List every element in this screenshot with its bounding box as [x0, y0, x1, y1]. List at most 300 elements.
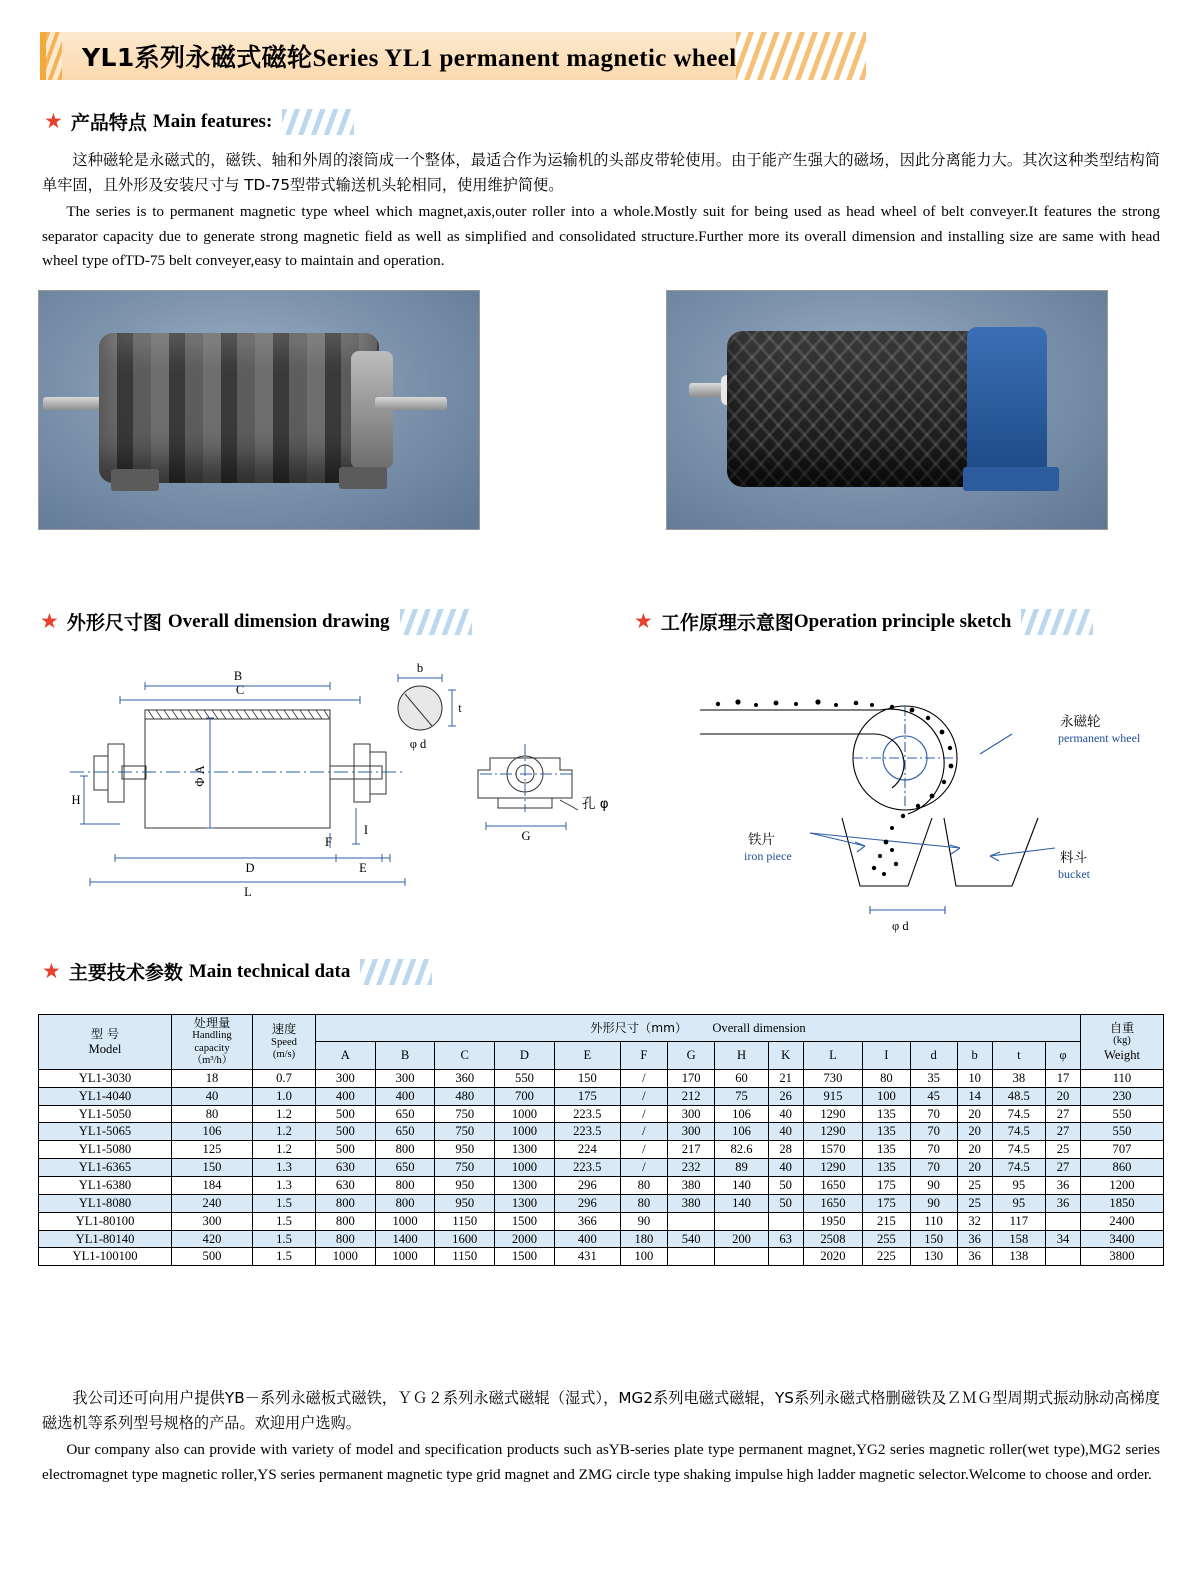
cell-E: 366 [554, 1212, 620, 1230]
cell-E: 150 [554, 1069, 620, 1087]
cell-L: 1290 [803, 1159, 863, 1177]
cell-weight: 230 [1081, 1087, 1164, 1105]
table-body [39, 1069, 1164, 1265]
th-col-D: D [495, 1042, 555, 1069]
cell-E: 431 [554, 1248, 620, 1266]
features-paragraph-cn [42, 148, 1160, 197]
photo-bearing-foot-left [111, 469, 159, 491]
cell-phi: 27 [1046, 1105, 1081, 1123]
cell-capacity: 150 [172, 1159, 253, 1177]
cell-A: 1000 [316, 1248, 376, 1266]
section-header-features [44, 108, 354, 135]
table-head [39, 1015, 1164, 1070]
cell-speed: 1.5 [253, 1248, 316, 1266]
product-photo-left [38, 290, 480, 530]
cell-C: 1150 [435, 1248, 495, 1266]
cell-B: 1400 [375, 1230, 435, 1248]
cell-E: 296 [554, 1177, 620, 1195]
cell-E: 296 [554, 1194, 620, 1212]
cell-d: 70 [910, 1141, 957, 1159]
cell-D: 1000 [495, 1105, 555, 1123]
cell-G: 300 [668, 1123, 715, 1141]
cell-capacity: 184 [172, 1177, 253, 1195]
th-weight [1081, 1015, 1164, 1070]
cell-G: 217 [668, 1141, 715, 1159]
cell-G: 540 [668, 1230, 715, 1248]
cell-capacity: 40 [172, 1087, 253, 1105]
cell-I: 255 [863, 1230, 910, 1248]
features-paragraph-en [42, 200, 1160, 274]
cell-L: 1290 [803, 1105, 863, 1123]
cell-b: 36 [957, 1248, 992, 1266]
cell-model: YL1-3030 [39, 1069, 172, 1087]
cell-H: 82.6 [715, 1141, 769, 1159]
table-row[interactable] [39, 1212, 1164, 1230]
table-row[interactable] [39, 1105, 1164, 1123]
section-decor-stripes [400, 609, 472, 635]
cell-capacity: 300 [172, 1212, 253, 1230]
th-col-A: A [316, 1042, 376, 1069]
section-dimension-label-cn: 外形尺寸图 [66, 612, 162, 634]
photo-magnetic-roller [99, 333, 379, 483]
cell-F: / [620, 1123, 667, 1141]
overall-dimension-drawing [60, 648, 620, 928]
cell-D: 700 [495, 1087, 555, 1105]
cell-b: 25 [957, 1194, 992, 1212]
cell-D: 1000 [495, 1159, 555, 1177]
cell-L: 1950 [803, 1212, 863, 1230]
section-header-techdata [42, 958, 432, 985]
cell-d: 150 [910, 1230, 957, 1248]
th-speed-en: Speed [271, 1036, 297, 1048]
page-title-en: Series YL1 permanent magnetic wheel [312, 45, 737, 72]
table-row[interactable] [39, 1087, 1164, 1105]
section-techdata-label-cn: 主要技术参数 [68, 962, 183, 984]
cell-model: YL1-80140 [39, 1230, 172, 1248]
cell-speed: 0.7 [253, 1069, 316, 1087]
th-capacity-unit: （m³/h） [191, 1055, 233, 1067]
table-row[interactable] [39, 1069, 1164, 1087]
cell-A: 300 [316, 1069, 376, 1087]
cell-K: 50 [768, 1194, 803, 1212]
cell-L: 1650 [803, 1194, 863, 1212]
table-row[interactable] [39, 1123, 1164, 1141]
cell-weight: 550 [1081, 1123, 1164, 1141]
section-techdata-label-en: Main technical data [188, 960, 351, 982]
th-col-B: B [375, 1042, 435, 1069]
cell-A: 500 [316, 1141, 376, 1159]
cell-L: 2020 [803, 1248, 863, 1266]
cell-weight: 1200 [1081, 1177, 1164, 1195]
cell-t: 74.5 [992, 1141, 1046, 1159]
cell-speed: 1.2 [253, 1123, 316, 1141]
cell-b: 25 [957, 1177, 992, 1195]
cell-B: 650 [375, 1123, 435, 1141]
cell-capacity: 240 [172, 1194, 253, 1212]
cell-H: 60 [715, 1069, 769, 1087]
cell-G: 170 [668, 1069, 715, 1087]
cell-phi [1046, 1212, 1081, 1230]
cell-speed: 1.3 [253, 1177, 316, 1195]
principle-label-phid: φ d [892, 919, 909, 933]
dim-label-phid: φ d [409, 737, 427, 751]
cell-model: YL1-6380 [39, 1177, 172, 1195]
cell-d: 130 [910, 1248, 957, 1266]
cell-t: 74.5 [992, 1123, 1046, 1141]
cell-model: YL1-5065 [39, 1123, 172, 1141]
cell-A: 630 [316, 1159, 376, 1177]
technical-data-table [38, 1014, 1164, 1266]
banner-right-stripes [736, 32, 866, 80]
cell-t: 74.5 [992, 1159, 1046, 1177]
cell-capacity: 80 [172, 1105, 253, 1123]
cell-capacity: 420 [172, 1230, 253, 1248]
cell-speed: 1.5 [253, 1230, 316, 1248]
cell-b: 32 [957, 1212, 992, 1230]
cell-t: 138 [992, 1248, 1046, 1266]
section-principle-label-cn: 工作原理示意图 [660, 612, 794, 634]
cell-B: 400 [375, 1087, 435, 1105]
cell-K: 50 [768, 1177, 803, 1195]
cell-phi: 36 [1046, 1194, 1081, 1212]
cell-phi: 36 [1046, 1177, 1081, 1195]
principle-label-iron-cn: 铁片 [748, 832, 775, 848]
cell-A: 500 [316, 1105, 376, 1123]
cell-phi: 27 [1046, 1159, 1081, 1177]
photo-shaft-right [375, 397, 447, 410]
cell-capacity: 18 [172, 1069, 253, 1087]
cell-K [768, 1248, 803, 1266]
cell-B: 800 [375, 1177, 435, 1195]
product-photo-right [666, 290, 1108, 530]
star-icon: ★ [42, 959, 61, 983]
photo-shaft-left [43, 397, 105, 410]
th-col-C: C [435, 1042, 495, 1069]
cell-weight: 2400 [1081, 1212, 1164, 1230]
dim-label-F: F [325, 835, 332, 849]
cell-phi: 20 [1046, 1087, 1081, 1105]
th-dim-cn: 外形尺寸（mm） [590, 1020, 688, 1035]
principle-label-wheel-en: permanent wheel [1058, 731, 1141, 745]
cell-K: 63 [768, 1230, 803, 1248]
th-speed-cn: 速度 [271, 1022, 297, 1037]
operation-principle-sketch [660, 648, 1160, 938]
cell-K [768, 1212, 803, 1230]
section-dimension-label-en: Overall dimension drawing [167, 610, 390, 632]
cell-K: 21 [768, 1069, 803, 1087]
cell-D: 1500 [495, 1212, 555, 1230]
table-row[interactable] [39, 1194, 1164, 1212]
th-speed [253, 1015, 316, 1070]
footer-text-en: Our company also can provide with variety of model and specification products such asYB-series plate type permanent magnet,YG2 series magnetic roller(wet type),MG2 series electromagnet type magnetic roller,YS series permanent magnetic type grid magnet and ZMG circle type shaking impulse high ladder magnetic selector.Welcome to choose and order. [42, 1441, 1160, 1483]
section-header-dimension [40, 608, 472, 635]
cell-G: 380 [668, 1194, 715, 1212]
cell-C: 1150 [435, 1212, 495, 1230]
th-overall-dimension [316, 1015, 1081, 1042]
cell-d: 90 [910, 1177, 957, 1195]
cell-H: 75 [715, 1087, 769, 1105]
cell-L: 1650 [803, 1177, 863, 1195]
photo-roller-endcap [351, 351, 393, 469]
cell-F: / [620, 1105, 667, 1123]
cell-B: 650 [375, 1159, 435, 1177]
dim-label-C: C [235, 683, 245, 697]
cell-F: 100 [620, 1248, 667, 1266]
dim-label-E: E [359, 861, 367, 875]
dim-label-L: L [244, 885, 252, 899]
cell-phi [1046, 1248, 1081, 1266]
table-row[interactable] [39, 1248, 1164, 1266]
cell-E: 400 [554, 1230, 620, 1248]
principle-label-wheel-cn: 永磁轮 [1060, 714, 1101, 730]
cell-A: 630 [316, 1177, 376, 1195]
cell-t: 95 [992, 1177, 1046, 1195]
cell-G: 380 [668, 1177, 715, 1195]
cell-F: 90 [620, 1212, 667, 1230]
cell-E: 223.5 [554, 1105, 620, 1123]
section-decor-stripes [360, 959, 432, 985]
dim-label-I: I [363, 823, 369, 837]
cell-I: 135 [863, 1141, 910, 1159]
cell-D: 2000 [495, 1230, 555, 1248]
cell-L: 2508 [803, 1230, 863, 1248]
cell-I: 215 [863, 1212, 910, 1230]
cell-speed: 1.5 [253, 1212, 316, 1230]
th-model-cn: 型 号 [90, 1027, 120, 1042]
cell-I: 135 [863, 1123, 910, 1141]
cell-L: 730 [803, 1069, 863, 1087]
th-model [39, 1015, 172, 1070]
cell-b: 20 [957, 1141, 992, 1159]
cell-I: 135 [863, 1159, 910, 1177]
cell-speed: 1.5 [253, 1194, 316, 1212]
cell-F: / [620, 1087, 667, 1105]
cell-G: 300 [668, 1105, 715, 1123]
star-icon: ★ [44, 109, 63, 133]
cell-G: 232 [668, 1159, 715, 1177]
table-row[interactable] [39, 1159, 1164, 1177]
cell-C: 750 [435, 1105, 495, 1123]
cell-L: 915 [803, 1087, 863, 1105]
cell-E: 223.5 [554, 1159, 620, 1177]
photo-blue-endcap [967, 327, 1047, 477]
cell-C: 1600 [435, 1230, 495, 1248]
cell-K: 40 [768, 1123, 803, 1141]
cell-d: 90 [910, 1194, 957, 1212]
cell-I: 225 [863, 1248, 910, 1266]
th-capacity [172, 1015, 253, 1070]
table-header-row-1 [39, 1015, 1164, 1042]
cell-E: 175 [554, 1087, 620, 1105]
cell-A: 400 [316, 1087, 376, 1105]
cell-model: YL1-100100 [39, 1248, 172, 1266]
cell-B: 650 [375, 1105, 435, 1123]
star-icon: ★ [634, 609, 653, 633]
th-col-t: t [992, 1042, 1046, 1069]
cell-b: 20 [957, 1159, 992, 1177]
cell-D: 1000 [495, 1123, 555, 1141]
cell-D: 1500 [495, 1248, 555, 1266]
page-title-cn: YL1系列永磁式磁轮 [82, 43, 313, 72]
cell-b: 20 [957, 1105, 992, 1123]
cell-weight: 1850 [1081, 1194, 1164, 1212]
photo-bearing-foot-right [339, 467, 387, 489]
th-weight-cn: 自重 [1109, 1021, 1135, 1036]
page-title-banner [40, 32, 866, 80]
cell-capacity: 125 [172, 1141, 253, 1159]
cell-K: 40 [768, 1105, 803, 1123]
cell-model: YL1-5050 [39, 1105, 172, 1123]
th-col-E: E [554, 1042, 620, 1069]
cell-F: 80 [620, 1177, 667, 1195]
dim-label-B: B [233, 669, 243, 683]
cell-I: 80 [863, 1069, 910, 1087]
cell-C: 480 [435, 1087, 495, 1105]
table-row[interactable] [39, 1230, 1164, 1248]
table-row[interactable] [39, 1177, 1164, 1195]
cell-speed: 1.2 [253, 1141, 316, 1159]
cell-d: 70 [910, 1123, 957, 1141]
cell-C: 750 [435, 1159, 495, 1177]
cell-A: 800 [316, 1194, 376, 1212]
cell-G: 212 [668, 1087, 715, 1105]
cell-phi: 17 [1046, 1069, 1081, 1087]
cell-capacity: 500 [172, 1248, 253, 1266]
cell-phi: 25 [1046, 1141, 1081, 1159]
cell-model: YL1-6365 [39, 1159, 172, 1177]
th-col-b: b [957, 1042, 992, 1069]
cell-C: 950 [435, 1141, 495, 1159]
cell-L: 1290 [803, 1123, 863, 1141]
cell-d: 70 [910, 1105, 957, 1123]
cell-speed: 1.0 [253, 1087, 316, 1105]
cell-F: / [620, 1069, 667, 1087]
th-col-F: F [620, 1042, 667, 1069]
th-weight-unit: (kg) [1113, 1035, 1131, 1047]
cell-H: 140 [715, 1194, 769, 1212]
cell-model: YL1-4040 [39, 1087, 172, 1105]
section-features-label-en: Main features: [152, 110, 273, 132]
section-principle-label-en: Operation principle sketch [793, 610, 1012, 632]
cell-K: 40 [768, 1159, 803, 1177]
table-row[interactable] [39, 1141, 1164, 1159]
cell-d: 110 [910, 1212, 957, 1230]
cell-d: 35 [910, 1069, 957, 1087]
cell-d: 70 [910, 1159, 957, 1177]
cell-D: 550 [495, 1069, 555, 1087]
dim-label-b: b [416, 661, 424, 675]
th-col-G: G [668, 1042, 715, 1069]
cell-K: 28 [768, 1141, 803, 1159]
cell-A: 500 [316, 1123, 376, 1141]
section-features-label-cn: 产品特点 [70, 112, 147, 134]
cell-C: 360 [435, 1069, 495, 1087]
cell-D: 1300 [495, 1141, 555, 1159]
star-icon: ★ [40, 609, 59, 633]
cell-phi: 34 [1046, 1230, 1081, 1248]
cell-B: 800 [375, 1141, 435, 1159]
dim-label-D: D [245, 861, 255, 875]
cell-model: YL1-80100 [39, 1212, 172, 1230]
cell-weight: 860 [1081, 1159, 1164, 1177]
th-speed-unit: (m/s) [272, 1049, 296, 1061]
cell-weight: 110 [1081, 1069, 1164, 1087]
cell-b: 36 [957, 1230, 992, 1248]
principle-label-iron-en: iron piece [744, 849, 792, 863]
section-decor-stripes [1021, 609, 1093, 635]
cell-H [715, 1248, 769, 1266]
cell-H: 106 [715, 1105, 769, 1123]
cell-I: 100 [863, 1087, 910, 1105]
cell-F: 80 [620, 1194, 667, 1212]
section-decor-stripes [282, 109, 354, 135]
cell-phi: 27 [1046, 1123, 1081, 1141]
th-model-en: Model [88, 1041, 122, 1056]
footer-text-cn: 我公司还可向用户提供YB－系列永磁板式磁铁，ＹＧ２系列永磁式磁辊（湿式），MG2系列电磁式磁辊，YS系列永磁式格删磁铁及ＺＭＧ型周期式振动脉动高梯度磁选机等系列型号规格的产品。欢迎用户选购。 [42, 1389, 1160, 1432]
th-col-I: I [863, 1042, 910, 1069]
dim-label-H: H [71, 793, 81, 807]
footer-paragraph-cn [42, 1386, 1160, 1435]
principle-label-bucket-cn: 料斗 [1060, 850, 1087, 866]
cell-weight: 3800 [1081, 1248, 1164, 1266]
cell-t: 74.5 [992, 1105, 1046, 1123]
section-header-principle [634, 608, 1093, 635]
cell-B: 300 [375, 1069, 435, 1087]
cell-K: 26 [768, 1087, 803, 1105]
th-capacity-en: Handling capacity [192, 1030, 232, 1054]
cell-b: 14 [957, 1087, 992, 1105]
cell-t: 38 [992, 1069, 1046, 1087]
cell-capacity: 106 [172, 1123, 253, 1141]
cell-C: 950 [435, 1177, 495, 1195]
cell-I: 175 [863, 1177, 910, 1195]
photo-blue-base [963, 467, 1059, 491]
cell-weight: 707 [1081, 1141, 1164, 1159]
cell-G [668, 1212, 715, 1230]
cell-B: 800 [375, 1194, 435, 1212]
cell-model: YL1-8080 [39, 1194, 172, 1212]
cell-F: / [620, 1159, 667, 1177]
cell-I: 175 [863, 1194, 910, 1212]
cell-model: YL1-5080 [39, 1141, 172, 1159]
dim-label-t: t [458, 701, 462, 715]
cell-L: 1570 [803, 1141, 863, 1159]
th-capacity-cn: 处理量 [193, 1016, 231, 1030]
cell-t: 117 [992, 1212, 1046, 1230]
th-col-d: d [910, 1042, 957, 1069]
cell-speed: 1.3 [253, 1159, 316, 1177]
th-col-L: L [803, 1042, 863, 1069]
cell-B: 1000 [375, 1248, 435, 1266]
cell-H: 89 [715, 1159, 769, 1177]
cell-speed: 1.2 [253, 1105, 316, 1123]
dim-label-hole: 孔 φ [582, 796, 609, 812]
cell-weight: 3400 [1081, 1230, 1164, 1248]
th-weight-en: Weight [1103, 1047, 1141, 1062]
cell-E: 223.5 [554, 1123, 620, 1141]
th-col-H: H [715, 1042, 769, 1069]
cell-F: / [620, 1141, 667, 1159]
cell-t: 158 [992, 1230, 1046, 1248]
photo-rubber-lagged-roller [727, 331, 987, 487]
page-title [46, 38, 737, 74]
cell-weight: 550 [1081, 1105, 1164, 1123]
features-text-cn: 这种磁轮是永磁式的，磁铁、轴和外周的滚筒成一个整体，最适合作为运输机的头部皮带轮使用。由于能产生强大的磁场，因此分离能力大。其次这种类型结构简单牢固，且外形及安装尺寸与 TD-75型带式输送机头轮相同，使用维护简便。 [42, 151, 1160, 194]
cell-D: 1300 [495, 1177, 555, 1195]
cell-b: 20 [957, 1123, 992, 1141]
cell-t: 95 [992, 1194, 1046, 1212]
dim-label-G: G [521, 829, 531, 843]
